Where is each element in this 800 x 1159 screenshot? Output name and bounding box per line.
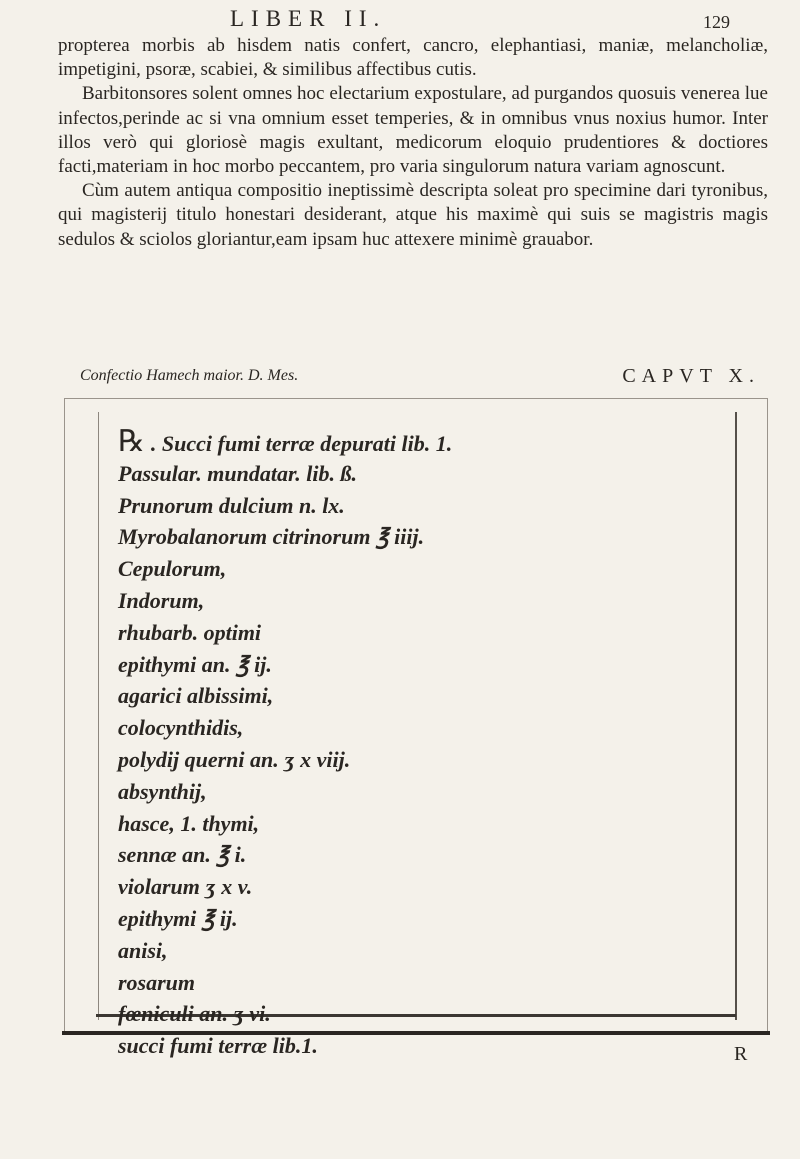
recipe-ingredient: absynthij, [118, 778, 207, 804]
paragraph: Barbitonsores solent omnes hoc electarium expostulare, ad purgandos quosuis venerea lue infectos,perinde ac si vna omnium esset temperies, & in omnibus vnus noxius humor. Inter illos verò qui gloriosè magis exultant, medicorum eloquio prudentiores & doctiores facti,materiam in hoc morbo peccantem, pro varia singulorum natura variam agnoscunt. [58, 83, 768, 178]
recipe-ingredient: polydij querni an. ʒ x viij. [118, 746, 351, 772]
catchword: R [734, 1043, 748, 1065]
recipe-line [118, 553, 678, 585]
recipe-ingredient: Indorum, [118, 587, 205, 613]
recipe-ingredient: rosarum [118, 969, 196, 995]
recipe-ingredient: Myrobalanorum citrinorum ℥ iiij. [118, 524, 425, 550]
recipe-line [118, 521, 678, 553]
recipe-line [118, 458, 678, 490]
recipe-line [118, 808, 678, 840]
recipe-ingredient: Passular. mundatar. lib. ß. [118, 460, 358, 486]
recipe-line [118, 585, 678, 617]
paragraph: Cùm autem antiqua compositio ineptissimè descripta soleat pro specimine dari tyronibus, qui magisterij titulo honestari desiderant, atque his maximè qui suis se magistris magis sedulos & sciolos gloriantur,eam ipsam huc attexere minimè grauabor. [58, 180, 768, 250]
recipe-ingredient: agarici albissimi, [118, 683, 274, 709]
chapter-heading: CAPVT X. [622, 365, 760, 387]
recipe-ingredient: epithymi ℥ ij. [118, 905, 238, 931]
recipe-line [118, 871, 678, 903]
body-text [58, 34, 768, 252]
recipe-line [118, 1030, 678, 1062]
recipe-line [118, 712, 678, 744]
running-head: LIBER II. [230, 6, 387, 31]
recipe-ingredient: colocynthidis, [118, 715, 244, 741]
recipe-title: Confectio Hamech maior. D. Mes. [80, 367, 299, 384]
recipe-line [118, 649, 678, 681]
recipe-line [118, 744, 678, 776]
recipe-ingredient: hasce, 1. thymi, [118, 810, 260, 836]
recipe-line [118, 935, 678, 967]
recipe-symbol-icon: ℞ [118, 425, 145, 458]
recipe-line [118, 998, 678, 1030]
recipe-line [118, 903, 678, 935]
recipe-line [118, 426, 678, 458]
recipe-line [118, 617, 678, 649]
recipe-line [118, 839, 678, 871]
recipe-ingredient: Cepulorum, [118, 556, 227, 582]
recipe-ingredient: violarum ʒ x v. [118, 874, 253, 900]
recipe-ingredient: fœniculi an. ʒ vi. [118, 1001, 271, 1027]
recipe-list [118, 426, 678, 1062]
recipe-ingredient: sennæ an. ℥ i. [118, 842, 247, 868]
recipe-ingredient: epithymi an. ℥ ij. [118, 651, 272, 677]
recipe-line [118, 967, 678, 999]
page-number: 129 [703, 12, 730, 32]
recipe-ingredient: succi fumi terræ lib.1. [118, 1033, 318, 1059]
recipe-line [118, 776, 678, 808]
paragraph: propterea morbis ab hisdem natis confert, cancro, elephantiasi, maniæ, melancholiæ, impetigini, psoræ, scabiei, & similibus affectibus cutis. [58, 35, 768, 81]
recipe-line [118, 680, 678, 712]
recipe-line [118, 490, 678, 522]
recipe-ingredient: Prunorum dulcium n. lx. [118, 492, 345, 518]
section-caption [80, 365, 760, 391]
recipe-ingredient: anisi, [118, 937, 168, 963]
recipe-ingredient: rhubarb. optimi [118, 619, 262, 645]
recipe-ingredient: . Succi fumi terræ depurati lib. 1. [150, 431, 453, 456]
